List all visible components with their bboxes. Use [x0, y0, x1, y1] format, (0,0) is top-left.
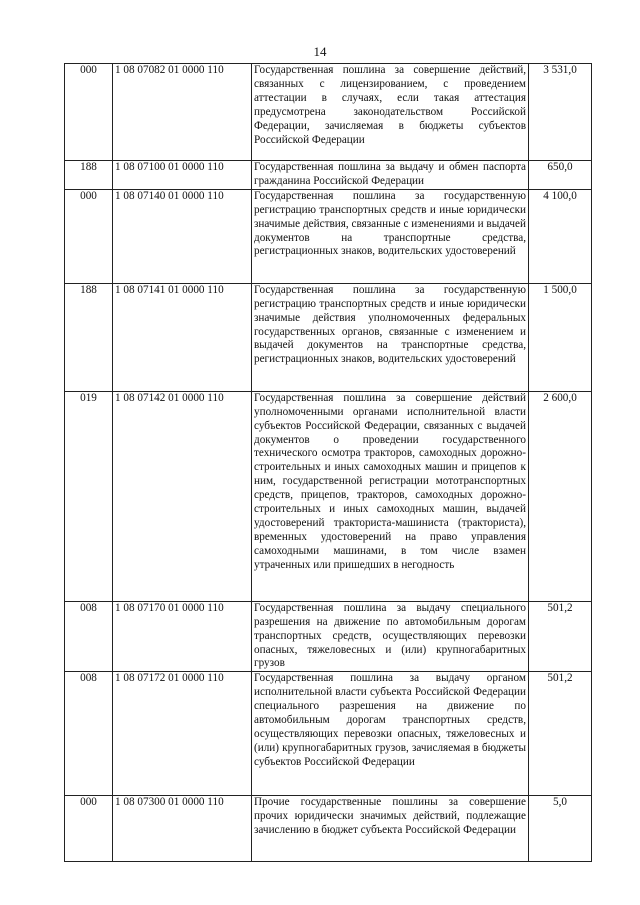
budget-classification-code: 1 08 07100 01 0000 110: [113, 161, 252, 190]
table-row: [65, 64, 592, 161]
revenue-name: Прочие государственные пошлины за совершение прочих юридически значимых действий, подлежащие зачислению в бюджет субъекта Российской Федерации: [252, 796, 529, 862]
table-row: [65, 672, 592, 796]
revenue-amount: 4 100,0: [529, 189, 592, 283]
revenue-amount: 501,2: [529, 601, 592, 672]
budget-classification-code: 1 08 07082 01 0000 110: [113, 64, 252, 161]
revenue-name: Государственная пошлина за совершение действий уполномоченными органами исполнительной власти субъектов Российской Федерации, связанных с выдачей документов о проведении государственного технического осмотра тракторов, самоходных дорожно-строительных и иных самоходных машин и прицепов к ним, государственной регистрации мототранспортных средств, прицепов, тракторов, самоходных дорожно-строительных и иных самоходных машин, выдачей удостоверений тракториста-машиниста (тракториста), временных удостоверений на право управления самоходными машинами, в том числе взамен утраченных или пришедших в негодность: [252, 391, 529, 601]
budget-classification-code: 1 08 07142 01 0000 110: [113, 391, 252, 601]
budget-classification-code: 1 08 07140 01 0000 110: [113, 189, 252, 283]
admin-code: 188: [65, 161, 113, 190]
revenue-amount: 650,0: [529, 161, 592, 190]
budget-classification-code: 1 08 07141 01 0000 110: [113, 283, 252, 391]
page-number: 14: [313, 44, 327, 59]
budget-classification-code: 1 08 07300 01 0000 110: [113, 796, 252, 862]
revenue-amount: 3 531,0: [529, 64, 592, 161]
budget-revenue-table: [64, 63, 592, 862]
revenue-name: Государственная пошлина за государственную регистрацию транспортных средств и иные юридически значимые действия, связанные с изменениями и выдачей документов на транспортные средства, регистрационных знаков, водительских удостоверений: [252, 189, 529, 283]
admin-code: 008: [65, 601, 113, 672]
budget-classification-code: 1 08 07172 01 0000 110: [113, 672, 252, 796]
revenue-name: Государственная пошлина за совершение действий, связанных с лицензированием, с проведением аттестации в случаях, если такая аттестация предусмотрена законодательством Российской Федерации, зачисляемая в бюджеты субъектов Российской Федерации: [252, 64, 529, 161]
revenue-name: Государственная пошлина за выдачу специального разрешения на движение по автомобильным дорогам транспортных средств, осуществляющих перевозки опасных, тяжеловесных и (или) крупногабаритных грузов: [252, 601, 529, 672]
revenue-amount: 5,0: [529, 796, 592, 862]
table-row: [65, 283, 592, 391]
budget-classification-code: 1 08 07170 01 0000 110: [113, 601, 252, 672]
revenue-name: Государственная пошлина за государственную регистрацию транспортных средств и иные юридически значимые действия уполномоченных федеральных государственных органов, связанные с изменением и выдачей документов на транспортные средства, регистрационных знаков, водительских удостоверений: [252, 283, 529, 391]
table-row: [65, 161, 592, 190]
table-row: [65, 391, 592, 601]
revenue-amount: 1 500,0: [529, 283, 592, 391]
table-row: [65, 796, 592, 862]
table-row: [65, 189, 592, 283]
table-row: [65, 601, 592, 672]
admin-code: 000: [65, 64, 113, 161]
admin-code: 019: [65, 391, 113, 601]
admin-code: 008: [65, 672, 113, 796]
revenue-name: Государственная пошлина за выдачу и обмен паспорта гражданина Российской Федерации: [252, 161, 529, 190]
revenue-amount: 2 600,0: [529, 391, 592, 601]
admin-code: 188: [65, 283, 113, 391]
admin-code: 000: [65, 796, 113, 862]
revenue-name: Государственная пошлина за выдачу органом исполнительной власти субъекта Российской Федерации специального разрешения на движение по автомобильным дорогам транспортных средств, осуществляющих перевозки опасных, тяжеловесных и (или) крупногабаритных грузов, зачисляемая в бюджеты субъектов Российской Федерации: [252, 672, 529, 796]
revenue-amount: 501,2: [529, 672, 592, 796]
admin-code: 000: [65, 189, 113, 283]
